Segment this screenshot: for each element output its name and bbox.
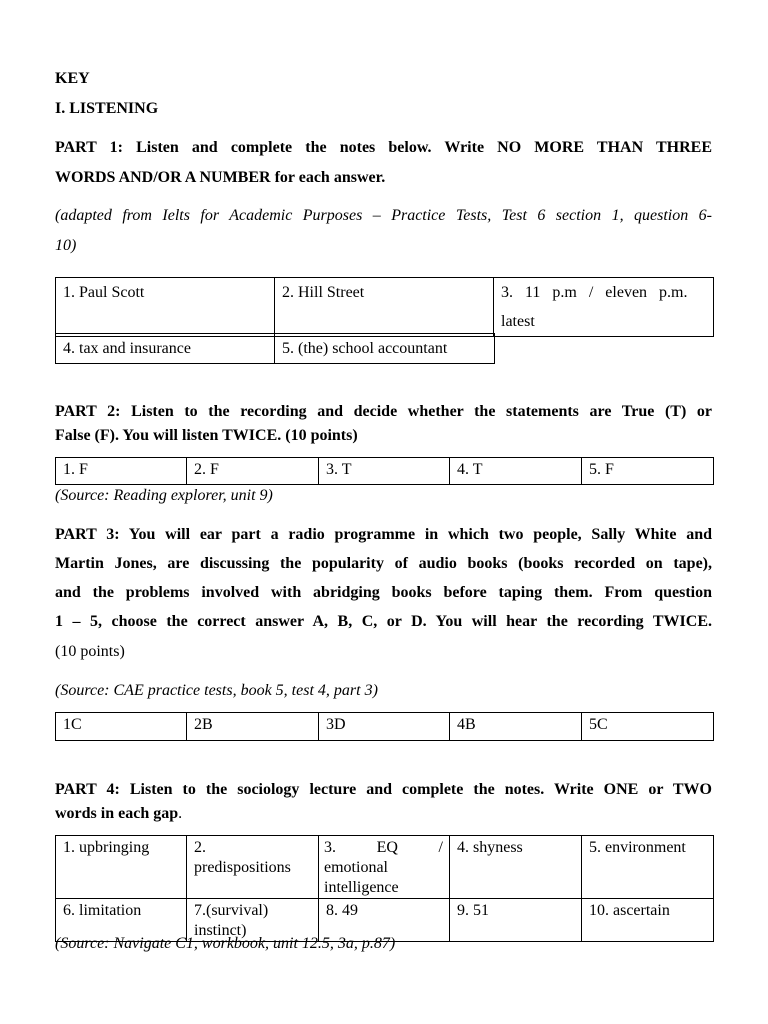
part4-answer-6: 6. limitation	[56, 899, 187, 942]
part4-instruction-line1: PART 4: Listen to the sociology lecture and complete the notes. Write ONE or TWO	[55, 781, 712, 798]
page-heading: KEY	[55, 70, 90, 87]
part2-answer-4: 4. T	[450, 458, 582, 485]
part2-instruction-line1: PART 2: Listen to the recording and decide whether the statements are True (T) or	[55, 403, 712, 420]
part3-answer-3: 3D	[319, 713, 450, 741]
part2-instruction-line2: False (F). You will listen TWICE. (10 points)	[55, 427, 358, 444]
part1-answer-table	[55, 277, 714, 337]
part1-source-line1: (adapted from Ielts for Academic Purposes – Practice Tests, Test 6 section 1, question 6-	[55, 207, 712, 224]
part1-source-line2: 10)	[55, 237, 77, 254]
part3-instruction-line4: 1 – 5, choose the correct answer A, B, C, or D. You will hear the recording TWICE.	[55, 613, 712, 630]
part4-answer-1: 1. upbringing	[56, 836, 187, 899]
part4-answer-3-eq: EQ	[376, 839, 398, 856]
part4-answer-4: 4. shyness	[450, 836, 582, 899]
part3-instruction-line5: (10 points)	[55, 643, 125, 660]
part3-instruction-line3: and the problems involved with abridging books before taping them. From question	[55, 584, 712, 601]
part1-answer-4: 4. tax and insurance	[56, 334, 275, 364]
part1-answer-1: 1. Paul Scott	[56, 278, 275, 337]
part3-instruction-line1: PART 3: You will ear part a radio programme in which two people, Sally White and	[55, 526, 712, 543]
part4-answer-3-line3: intelligence	[324, 879, 399, 896]
part1-answer-3	[494, 278, 714, 337]
part4-answer-8: 8. 49	[319, 899, 450, 942]
part2-answer-table	[55, 457, 714, 485]
part4-answer-3-line1	[324, 838, 443, 858]
part4-answer-9: 9. 51	[450, 899, 582, 942]
part4-source: (Source: Navigate C1, workbook, unit 12.5, 3a, p.87)	[55, 935, 396, 952]
part2-source: (Source: Reading explorer, unit 9)	[55, 487, 273, 504]
part3-answer-table	[55, 712, 714, 741]
part3-answer-5: 5C	[582, 713, 714, 741]
part4-answer-3-line2: emotional	[324, 859, 388, 876]
part1-answer-2: 2. Hill Street	[275, 278, 494, 337]
part3-answer-4: 4B	[450, 713, 582, 741]
part4-instruction-line2	[55, 805, 182, 823]
part4-answer-7-line1: 7.(survival)	[194, 902, 269, 919]
part3-answer-1: 1C	[56, 713, 187, 741]
part4-instruction-line2-end: .	[178, 805, 183, 822]
part4-answer-5: 5. environment	[582, 836, 714, 899]
part1-answer-3-line2: latest	[501, 313, 535, 330]
part4-instruction-line2-bold: words in each gap	[55, 805, 179, 822]
part3-source: (Source: CAE practice tests, book 5, test 4, part 3)	[55, 682, 378, 699]
part2-answer-1: 1. F	[56, 458, 187, 485]
part4-answer-2-line1: 2.	[194, 839, 206, 856]
part4-answer-10: 10. ascertain	[582, 899, 714, 942]
part1-instruction-line2: WORDS AND/OR A NUMBER for each answer.	[55, 169, 386, 186]
part3-answer-2: 2B	[187, 713, 319, 741]
part2-answer-2: 2. F	[187, 458, 319, 485]
part2-answer-5: 5. F	[582, 458, 714, 485]
part4-answer-2	[187, 836, 319, 899]
part1-answer-table-row2	[55, 333, 495, 364]
part4-answer-3	[319, 836, 450, 899]
part2-answer-3: 3. T	[319, 458, 450, 485]
part4-answer-7-line2: instinct)	[194, 922, 247, 939]
section-title: I. LISTENING	[55, 100, 159, 117]
part1-answer-5: 5. (the) school accountant	[275, 334, 495, 364]
part1-answer-3-line1: 3. 11 p.m / eleven p.m.	[501, 284, 688, 301]
part4-answer-2-line2: predispositions	[194, 859, 291, 876]
part3-instruction-line2: Martin Jones, are discussing the popularity of audio books (books recorded on tape),	[55, 555, 712, 572]
part4-answer-3-slash: /	[438, 839, 443, 856]
part4-answer-3-num: 3.	[324, 839, 336, 856]
part4-answer-table	[55, 835, 714, 942]
part1-instruction-line1: PART 1: Listen and complete the notes below. Write NO MORE THAN THREE	[55, 139, 712, 156]
